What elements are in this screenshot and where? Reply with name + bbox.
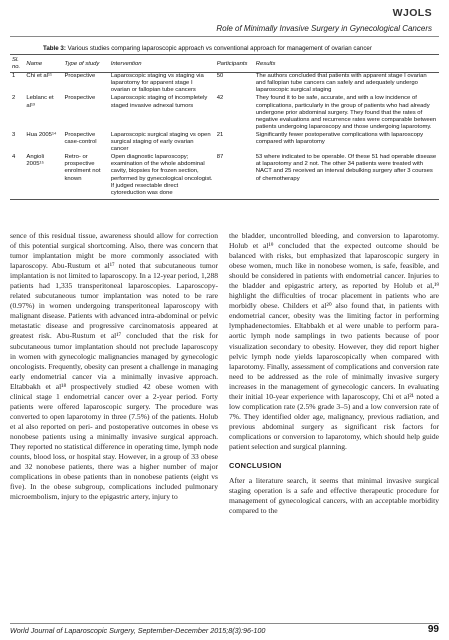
- column-header-name: Name: [24, 55, 62, 73]
- cell-name: Leblanc et al¹³: [26, 95, 54, 109]
- cell-type: Prospective: [64, 73, 96, 80]
- cell-name: Chi et al¹¹: [26, 73, 52, 80]
- body-paragraph: the bladder, uncontrolled bleeding, and conversion to laparotomy. Holub et al¹⁹ concluded that the expected outcome should be balanced with risks, but emphasized that laparoscopic surgery in obese women, much like in nonobese women, is safe, feasible, and should be considered in patients with endometrial cancer. Injuries to the bladder and epigastric artery, as reported by Holub et al,¹⁹ highlight the difficulties of trocar placement in patients who are morbidly obese. Childers et al²⁰ also found that, in patients with endometrial cancer, obesity was the limiting factor in performing lymphadenectomies. Eltabbakh et al were unable to perform para-aortic lymph node samplings in two patients because of poor visualization secondary to obesity. However, they did report higher pelvic lymph node yields laparoscopically when compared with laparotomy. Finally, assessment of complications and conversion rate need to be addressed as the role of minimally invasive surgery increases in the management of gynecologic cancers. In evaluating their initial 10-year experience with laparoscopy, Chi et al²¹ noted a low complication rate (2.5% grade 3–5) and a low conversion rate of 7%. They identified older age, malignancy, previous radiation, and previous abdominal surgery as significant risk factors for complications or conversion to laparotomy, which should help guide patient selection and surgical planning.: [229, 231, 439, 451]
- studies-table: [10, 54, 439, 200]
- page-number: 99: [427, 624, 439, 635]
- header-rule: [10, 36, 439, 37]
- cell-sl: 2: [12, 95, 16, 102]
- right-column: [229, 231, 439, 516]
- cell-intervention: Laparoscopic staging vs staging via laparotomy for apparent stage I ovarian or fallopian tube cancers: [110, 73, 204, 94]
- table-header-row: [10, 55, 439, 73]
- column-header-intervention: Intervention: [109, 55, 215, 73]
- cell-intervention: Laparoscopic staging of incompletely staged invasive adnexal tumors: [110, 95, 208, 109]
- running-head: Role of Minimally Invasive Surgery in Gynecological Cancers: [216, 24, 432, 33]
- footer-journal-citation: World Journal of Laparoscopic Surgery, September-December 2015;8(3):96-100: [10, 626, 266, 635]
- cell-sl: 4: [10, 154, 24, 199]
- table-row: [10, 73, 439, 96]
- table-label: Table 3:: [43, 45, 66, 52]
- cell-results: 53 where indicated to be operable. Of these 51 had operable disease at laparotomy and 2 not. The other 34 patients were treated with NACT and 25 received an interval debulking surgery after 3 courses of chemotherapy: [254, 154, 439, 199]
- cell-sl: 3: [12, 131, 16, 138]
- cell-results: Significantly fewer postoperative complications with laparoscopy compared with laparotomy: [255, 131, 424, 146]
- cell-type: Retro- or prospective enrolment not known: [62, 154, 108, 199]
- footer-rule: [10, 623, 439, 624]
- cell-name: Angioli 2005¹⁵: [24, 154, 62, 199]
- table-row: [10, 132, 439, 154]
- cell-results: The authors concluded that patients with apparent stage I ovarian and fallopian tube cancers can safely and adequately undergo laparoscopic surgical staging: [255, 73, 427, 94]
- table-caption-text: Various studies comparing laparoscopic approach vs conventional approach for management of ovarian cancer: [67, 45, 372, 52]
- table-row: [10, 95, 439, 131]
- column-header-participants: Participants: [215, 55, 254, 73]
- cell-name: Hua 2005¹⁴: [26, 131, 57, 138]
- cell-intervention: Laparoscopic surgical staging vs open surgical staging of early ovarian cancer: [110, 131, 211, 153]
- cell-participants: 50: [216, 73, 224, 80]
- left-column: [10, 231, 218, 502]
- cell-participants: 21: [216, 131, 224, 138]
- cell-intervention: Open diagnostic laparoscopy; examination of the whole abdominal cavity, biopsies for frozen section, performed by gynecological oncologist. If judged resectable direct cytoreduction was done: [109, 154, 215, 199]
- cell-sl: 1: [12, 73, 16, 80]
- column-header-type: Type of study: [62, 55, 108, 73]
- cell-type: Prospective case-control: [64, 131, 97, 146]
- journal-logo: WJOLS: [392, 7, 432, 19]
- conclusion-heading: CONCLUSION: [229, 461, 282, 471]
- cell-participants: 42: [216, 95, 224, 102]
- table-row: [10, 154, 439, 199]
- cell-participants: 87: [215, 154, 254, 199]
- cell-results: They found it to be safe, accurate, and with a low incidence of complications, particularly in the group of patients who had already undergone prior abdominal surgery. They found that the rates of negative evaluations and recurrence rates were comparable between patients undergoing laparoscopy and those undergoing laparotomy.: [255, 95, 437, 130]
- column-header-sl-no: Sl. no.: [10, 55, 24, 73]
- column-header-results: Results: [254, 55, 439, 73]
- cell-type: Prospective: [64, 95, 96, 102]
- body-paragraph: sence of this residual tissue, awareness should allow for correction of this potential surgical shortcoming. Also, there was concern that tumor implantation might be more commonly associated with laparoscopy. Abu-Rustum et al¹⁷ noted that subcutaneous tumor implantation is not limited to laparoscopy. In a 12-year period, 1,288 patients had 1,335 transperitoneal laparoscopies. Laparoscopy-related subcutaneous tumor implantation was noted to be rare (0.97%) in women undergoing transperitoneal laparoscopy with malignant disease. Patients with advanced intra-abdominal or pelvic metastatic disease and progressive carcinomatosis appeared at greatest risk. Abu-Rustum et al¹⁷ concluded that the risk for subcutaneous tumor implantation should not preclude laparoscopy in women with gynecologic malignancies managed by gynecologic oncologists. Frequently, obesity can present a challenge in managing early endometrial cancer via a minimally invasive approach. Eltabbakh et al¹⁸ prospectively studied 42 obese women with clinical stage 1 endometrial cancer over a 2-year period. Forty patients were offered laparoscopic surgery. The procedure was converted to open laparotomy in three (7.5%) of the patients. Holub et al also reported on peri- and postoperative outcomes in obese vs nonobese patients using a minimally invasive surgical approach. They reported no statistical difference in operating time, lymph node counts, blood loss, or hospital stay. However, in a group of 33 obese and 32 nonobese patients, there was a higher number of major complications in obese patients than in nonobese patients (eight vs five). In the obese subgroup, complications included pulmonary microembolism, injury to the epigastric artery, injury to: [10, 231, 218, 502]
- conclusion-paragraph: After a literature search, it seems that minimal invasive surgical staging operation is a safe and effective therapeutic procedure for management of gynecological cancers, with an acceptable morbidity compared to the: [229, 476, 439, 516]
- table-caption: [43, 45, 372, 52]
